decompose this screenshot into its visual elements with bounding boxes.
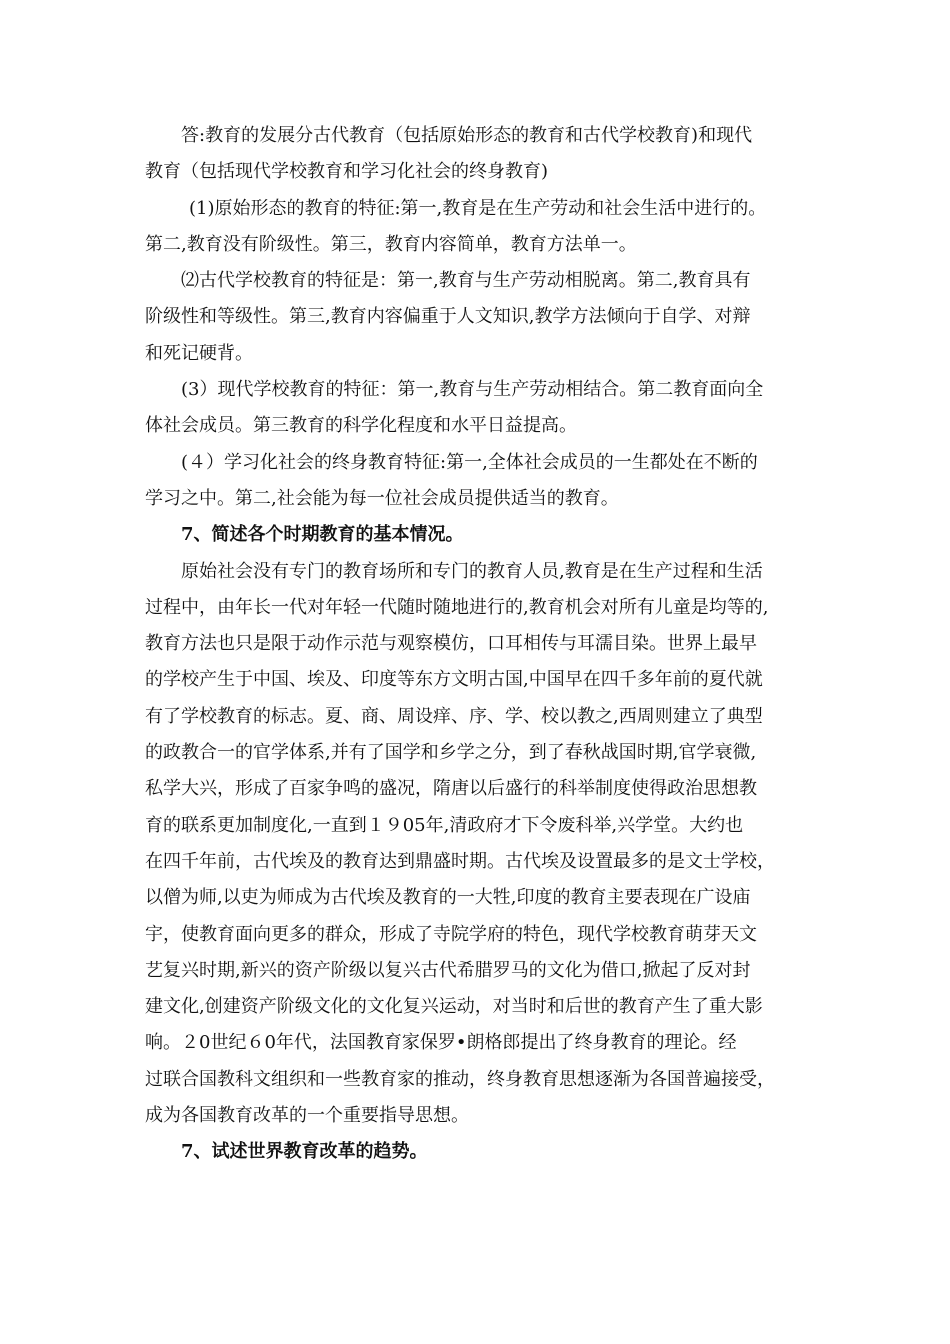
text-line: 过联合国教科文组织和一些教育家的推动，终身教育思想逐渐为各国普遍接受， [145,1068,775,1090]
section-heading: 7、试述世界教育改革的趋势。 [181,1141,428,1163]
text-line: 体社会成员。第三教育的科学化程度和水平日益提高。 [145,415,577,437]
text-line: 的政教合一的官学体系,并有了国学和乡学之分，到了春秋战国时期,官学衰微, [145,742,757,764]
text-line: 第二,教育没有阶级性。第三，教育内容简单，教育方法单一。 [145,233,637,255]
text-line: 育的联系更加制度化,一直到１９05年,清政府才下令废科举,兴学堂。大约也 [145,814,744,836]
text-line: (3）现代学校教育的特征：第一,教育与生产劳动相结合。第二教育面向全 [181,379,764,401]
text-line: 的学校产生于中国、埃及、印度等东方文明古国,中国早在四千多年前的夏代就 [145,669,763,691]
text-line: 私学大兴，形成了百家争鸣的盛况，隋唐以后盛行的科举制度使得政治思想教 [145,778,757,800]
text-line: 艺复兴时期,新兴的资产阶级以复兴古代希腊罗马的文化为借口,掀起了反对封 [145,959,751,981]
text-line: (1)原始形态的教育的特征:第一,教育是在生产劳动和社会生活中进行的。 [189,197,767,219]
text-line: 有了学校教育的标志。夏、商、周设痒、序、学、校以教之,西周则建立了典型 [145,705,763,727]
text-line: ⑵古代学校教育的特征是：第一,教育与生产劳动相脱离。第二,教育具有 [181,270,751,292]
text-line: 教育方法也只是限于动作示范与观察模仿，口耳相传与耳濡目染。世界上最早 [145,633,757,655]
document-body [145,118,815,1171]
text-line: 以僧为师,以吏为师成为古代埃及教育的一大牲,印度的教育主要表现在广设庙 [145,887,751,909]
text-line: 和死记硬背。 [145,342,253,364]
text-line: 宇，使教育面向更多的群众，形成了寺院学府的特色，现代学校教育萌芽天文 [145,923,757,945]
text-line: 在四千年前，古代埃及的教育达到鼎盛时期。古代埃及设置最多的是文士学校， [145,850,775,872]
text-line: 答:教育的发展分古代教育（包括原始形态的教育和古代学校教育)和现代 [181,125,753,146]
text-line: 响。２0世纪６0年代，法国教育家保罗•朗格郎提出了终身教育的理论。经 [145,1032,737,1054]
text-line: 建文化,创建资产阶级文化的文化复兴运动，对当时和后世的教育产生了重大影 [145,996,763,1018]
text-line: 学习之中。第二,社会能为每一位社会成员提供适当的教育。 [145,487,619,509]
text-line: 成为各国教育改革的一个重要指导思想。 [145,1105,469,1127]
text-line: 原始社会没有专门的教育场所和专门的教育人员,教育是在生产过程和生活 [181,560,763,582]
text-line: (４）学习化社会的终身教育特征:第一,全体社会成员的一生都处在不断的 [181,451,758,473]
text-line: 阶级性和等级性。第三,教育内容偏重于人文知识,教学方法倾向于自学、对辩 [145,306,751,328]
text-line: 教育（包括现代学校教育和学习化社会的终身教育) [145,161,549,183]
section-heading: 7、简述各个时期教育的基本情况。 [181,524,464,546]
text-line: 过程中，由年长一代对年轻一代随时随地进行的,教育机会对所有儿童是均等的, [145,596,769,618]
